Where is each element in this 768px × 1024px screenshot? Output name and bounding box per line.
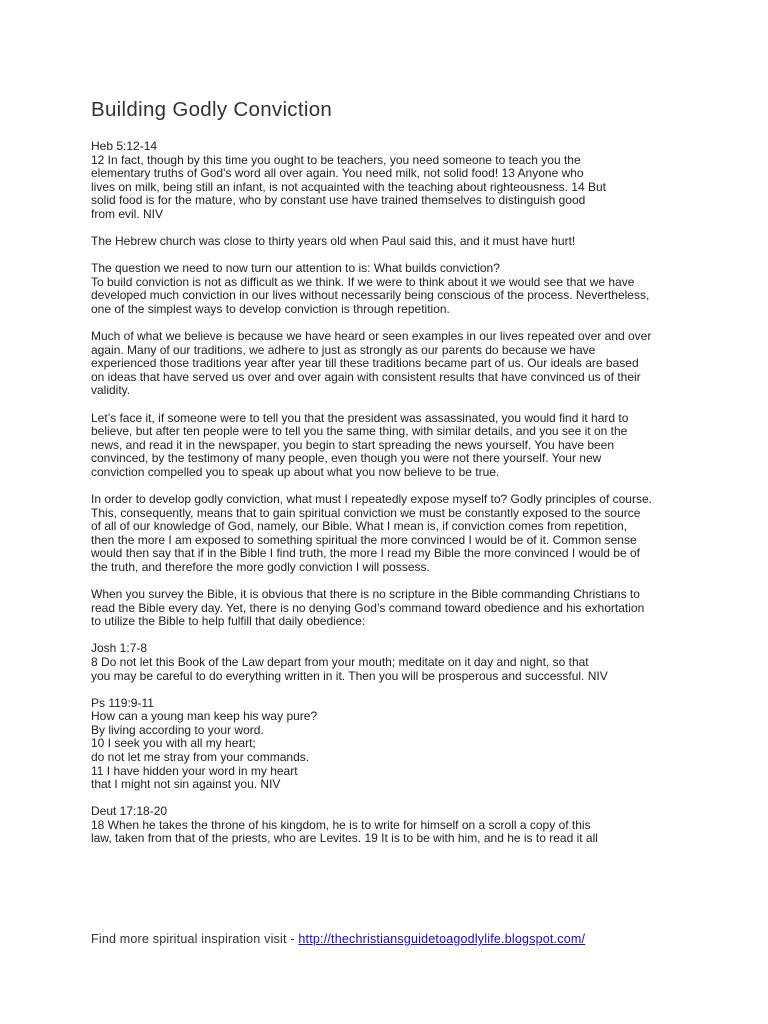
document-body bbox=[91, 140, 691, 846]
text-line: conviction compelled you to speak up about what you now believe to be true. bbox=[91, 464, 500, 479]
text-line: then the more I am exposed to something spiritual the more convinced I would be of it. Common sense bbox=[91, 532, 637, 547]
footer bbox=[91, 932, 585, 946]
text-line: 10 I seek you with all my heart; bbox=[91, 736, 256, 751]
paragraph bbox=[91, 805, 691, 846]
text-line: again. Many of our traditions, we adhere to just as strongly as our parents do because we have bbox=[91, 342, 596, 357]
text-line: believe, but after ten people were to tell you the same thing, with similar details, and you see it on the bbox=[91, 424, 628, 439]
text-line: Ps 119:9-11 bbox=[91, 695, 154, 710]
text-line: news, and read it in the newspaper, you begin to start spreading the news yourself. You have been bbox=[91, 437, 615, 452]
text-line: do not let me stray from your commands. bbox=[91, 749, 310, 764]
document-content bbox=[91, 98, 691, 860]
text-line: Deut 17:18-20 bbox=[91, 804, 168, 819]
text-line: 8 Do not let this Book of the Law depart from your mouth; meditate on it day and night, so that bbox=[91, 654, 589, 669]
text-line: from evil. NIV bbox=[91, 206, 164, 221]
paragraph bbox=[91, 412, 691, 480]
text-line: law, taken from that of the priests, who are Levites. 19 It is to be with him, and he is to read it all bbox=[91, 831, 598, 846]
text-line: Heb 5:12-14 bbox=[91, 139, 158, 153]
paragraph bbox=[91, 642, 691, 683]
paragraph bbox=[91, 262, 691, 316]
paragraph bbox=[91, 330, 691, 398]
text-line: This, consequently, means that to gain spiritual conviction we must be constantly exposed to the source bbox=[91, 505, 641, 520]
text-line: elementary truths of God's word all over again. You need milk, not solid food! 13 Anyone who bbox=[91, 166, 584, 181]
text-line: 18 When he takes the throne of his kingdom, he is to write for himself on a scroll a copy of this bbox=[91, 817, 591, 832]
footer-prefix: Find more spiritual inspiration visit - bbox=[91, 932, 299, 946]
text-line: Josh 1:7-8 bbox=[91, 641, 148, 656]
paragraph bbox=[91, 235, 691, 249]
text-line: the truth, and therefore the more godly conviction I will possess. bbox=[91, 559, 430, 574]
text-line: validity. bbox=[91, 383, 131, 398]
text-line: of all of our knowledge of God, namely, our Bible. What I mean is, if conviction comes from repetition, bbox=[91, 519, 628, 534]
text-line: The Hebrew church was close to thirty years old when Paul said this, and it must have hurt! bbox=[91, 234, 576, 249]
text-line: you may be careful to do everything written in it. Then you will be prosperous and successful. NIV bbox=[91, 668, 608, 683]
blog-link[interactable]: http://thechristiansguidetoagodlylife.blogspot.com/ bbox=[298, 932, 586, 946]
text-line: 11 I have hidden your word in my heart bbox=[91, 763, 298, 778]
text-line: convinced, by the testimony of many people, even though you were not there yourself. Your new bbox=[91, 451, 602, 466]
text-line: In order to develop godly conviction, what must I repeatedly expose myself to? Godly principles of course. bbox=[91, 491, 652, 506]
paragraph bbox=[91, 493, 691, 575]
text-line: read the Bible every day. Yet, there is no denying God’s command toward obedience and his exhortation bbox=[91, 600, 645, 615]
paragraph bbox=[91, 697, 691, 792]
text-line: To build conviction is not as difficult as we think. If we were to think about it we would see that we have bbox=[91, 274, 635, 289]
text-line: How can a young man keep his way pure? bbox=[91, 709, 318, 724]
text-line: By living according to your word. bbox=[91, 722, 264, 737]
text-line: on ideas that have served us over and over again with consistent results that have convinced us of their bbox=[91, 369, 641, 384]
text-line: Let’s face it, if someone were to tell you that the president was assassinated, you would find it hard to bbox=[91, 410, 629, 425]
text-line: one of the simplest ways to develop conviction is through repetition. bbox=[91, 301, 450, 316]
text-line: would then say that if in the Bible I find truth, the more I read my Bible the more convinced I would be of bbox=[91, 546, 640, 561]
text-line: solid food is for the mature, who by constant use have trained themselves to distinguish good bbox=[91, 193, 586, 208]
text-line: that I might not sin against you. NIV bbox=[91, 777, 281, 792]
text-line: When you survey the Bible, it is obvious that there is no scripture in the Bible commanding Christians to bbox=[91, 587, 640, 602]
text-line: developed much conviction in our lives without necessarily being conscious of the process. Nevertheless, bbox=[91, 288, 650, 303]
paragraph bbox=[91, 588, 691, 629]
paragraph bbox=[91, 140, 691, 222]
text-line: experienced those traditions year after year till these traditions became part of us. Our ideals are based bbox=[91, 356, 639, 371]
text-line: The question we need to now turn our attention to is: What builds conviction? bbox=[91, 261, 500, 276]
text-line: 12 In fact, though by this time you ought to be teachers, you need someone to teach you the bbox=[91, 152, 581, 167]
text-line: lives on milk, being still an infant, is not acquainted with the teaching about righteousness. 14 But bbox=[91, 179, 606, 194]
page-title: Building Godly Conviction bbox=[91, 98, 333, 121]
text-line: Much of what we believe is because we have heard or seen examples in our lives repeated over and over bbox=[91, 329, 652, 344]
text-line: to utilize the Bible to help fulfill that daily obedience: bbox=[91, 614, 366, 629]
